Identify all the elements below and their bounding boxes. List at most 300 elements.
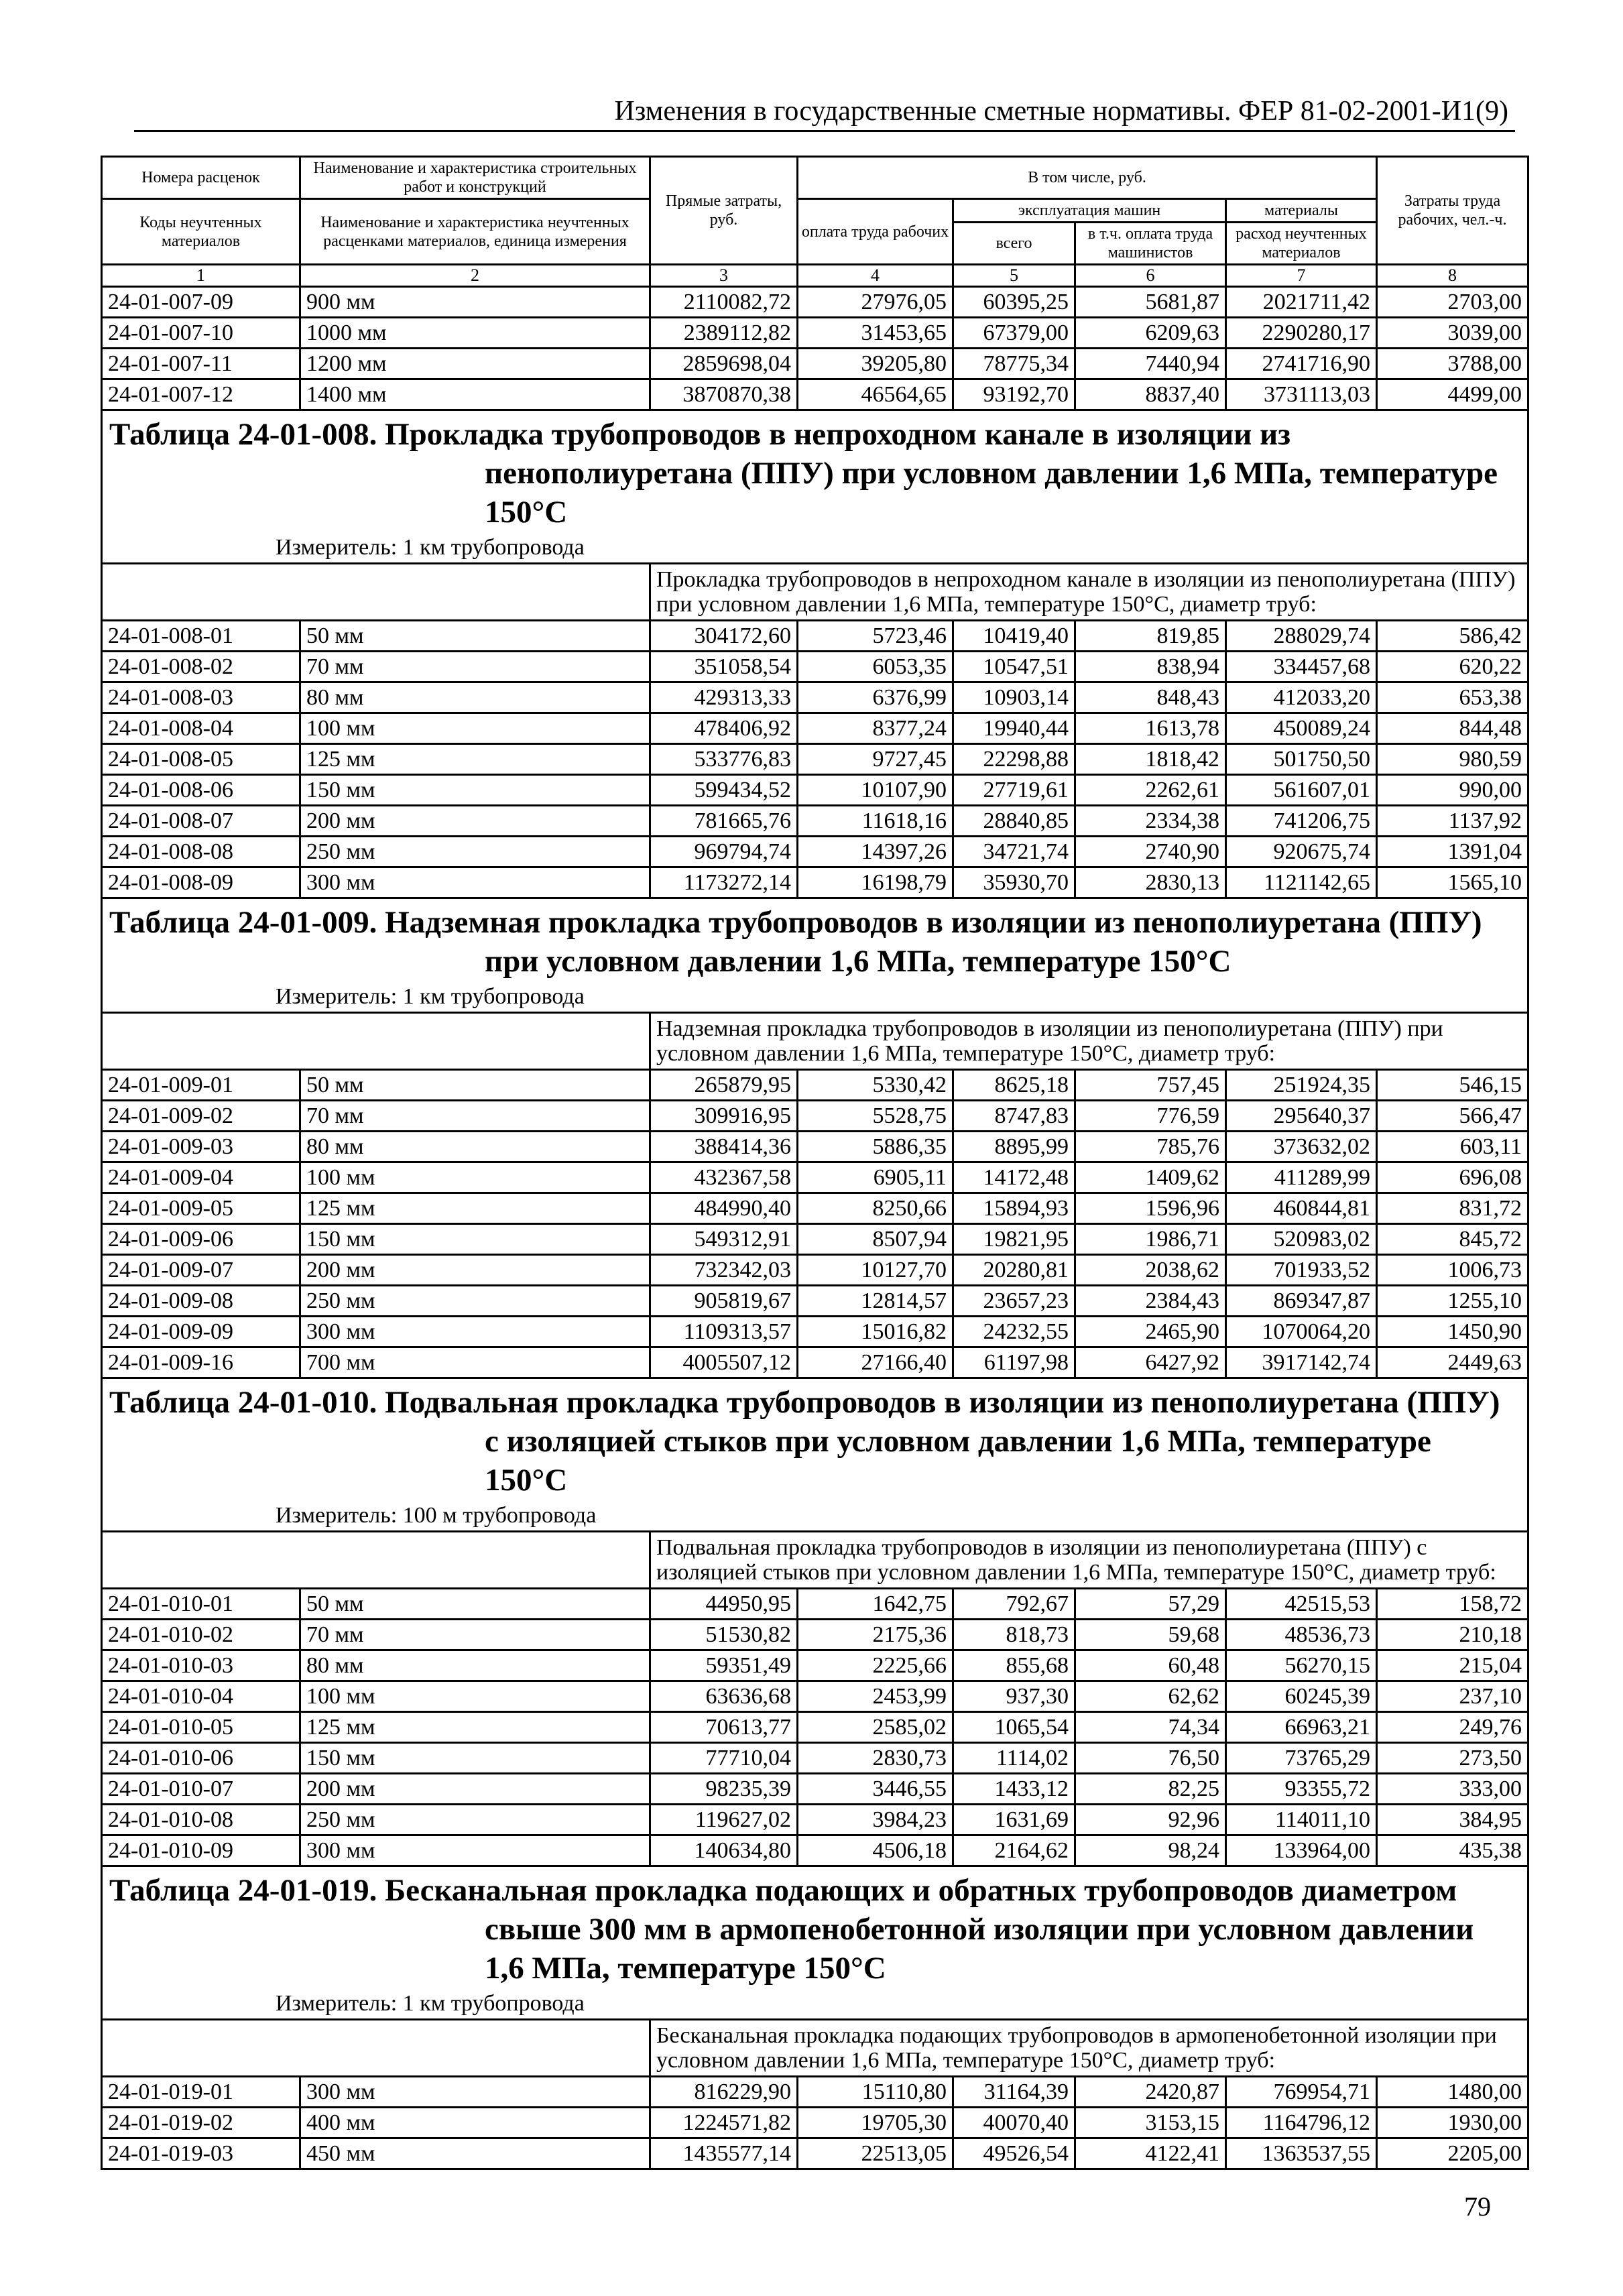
cost-value: 2334,38 xyxy=(1075,806,1226,837)
cost-value: 757,45 xyxy=(1075,1070,1226,1101)
cost-value: 1224571,82 xyxy=(650,2108,798,2138)
cost-value: 980,59 xyxy=(1377,744,1528,775)
section-description: Прокладка трубопроводов в непроходном канале в изоляции из пенополиуретана (ППУ) при условном давлении 1,6 МПа, температуре 150°С, диаметр труб: xyxy=(650,564,1528,621)
section-description-row xyxy=(102,2020,1528,2077)
cost-value: 23657,23 xyxy=(953,1286,1075,1317)
cost-value: 11618,16 xyxy=(798,806,953,837)
section-title: Таблица 24-01-019. Бесканальная прокладка подающих и обратных трубопроводов диаметром свыше 300 мм в армопенобетонной изоляции при условном давлении 1,6 МПа, температуре 150°С xyxy=(109,1873,1474,1986)
rate-code: 24-01-010-05 xyxy=(102,1712,300,1743)
cost-value: 1596,96 xyxy=(1075,1193,1226,1224)
cost-value: 9727,45 xyxy=(798,744,953,775)
cost-value: 10547,51 xyxy=(953,652,1075,682)
cost-value: 2290280,17 xyxy=(1226,318,1377,349)
cost-value: 533776,83 xyxy=(650,744,798,775)
cost-value: 831,72 xyxy=(1377,1193,1528,1224)
pipe-diameter: 125 мм xyxy=(300,1712,650,1743)
cost-value: 10127,70 xyxy=(798,1255,953,1286)
cost-value: 905819,67 xyxy=(650,1286,798,1317)
cost-value: 334457,68 xyxy=(1226,652,1377,682)
cost-value: 119627,02 xyxy=(650,1805,798,1835)
cost-value: 8250,66 xyxy=(798,1193,953,1224)
cost-value: 1613,78 xyxy=(1075,713,1226,744)
header-machine-total: всего xyxy=(953,223,1075,265)
rate-code: 24-01-009-16 xyxy=(102,1347,300,1378)
cost-value: 3731113,03 xyxy=(1226,379,1377,410)
cost-value: 333,00 xyxy=(1377,1774,1528,1805)
cost-value: 1137,92 xyxy=(1377,806,1528,837)
cost-value: 411289,99 xyxy=(1226,1162,1377,1193)
pipe-diameter: 125 мм xyxy=(300,1193,650,1224)
section-description: Бесканальная прокладка подающих трубопроводов в армопенобетонной изоляции при условном давлении 1,6 МПа, температуре 150°С, диаметр труб: xyxy=(650,2020,1528,2077)
cost-value: 2830,73 xyxy=(798,1743,953,1774)
cost-value: 215,04 xyxy=(1377,1650,1528,1681)
cost-value: 27719,61 xyxy=(953,775,1075,806)
table-row xyxy=(102,682,1528,713)
cost-value: 4506,18 xyxy=(798,1835,953,1866)
column-number: 6 xyxy=(1075,265,1226,287)
cost-value: 2420,87 xyxy=(1075,2077,1226,2108)
cost-value: 6053,35 xyxy=(798,652,953,682)
rate-code: 24-01-010-03 xyxy=(102,1650,300,1681)
pipe-diameter: 70 мм xyxy=(300,652,650,682)
pipe-diameter: 300 мм xyxy=(300,1317,650,1347)
table-row xyxy=(102,744,1528,775)
cost-value: 620,22 xyxy=(1377,652,1528,682)
cost-value: 435,38 xyxy=(1377,1835,1528,1866)
cost-value: 39205,80 xyxy=(798,349,953,379)
cost-value: 4005507,12 xyxy=(650,1347,798,1378)
cost-value: 1121142,65 xyxy=(1226,867,1377,898)
section-description-row xyxy=(102,1013,1528,1070)
rate-code: 24-01-009-07 xyxy=(102,1255,300,1286)
pipe-diameter: 250 мм xyxy=(300,1805,650,1835)
table-row xyxy=(102,1774,1528,1805)
cost-value: 15016,82 xyxy=(798,1317,953,1347)
cost-value: 1070064,20 xyxy=(1226,1317,1377,1347)
table-row xyxy=(102,1835,1528,1866)
section-description: Подвальная прокладка трубопроводов в изоляции из пенополиуретана (ППУ) с изоляцией стыков при условном давлении 1,6 МПа, температуре 150°С, диаметр труб: xyxy=(650,1532,1528,1589)
cost-value: 309916,95 xyxy=(650,1101,798,1132)
cost-value: 273,50 xyxy=(1377,1743,1528,1774)
pipe-diameter: 200 мм xyxy=(300,1255,650,1286)
cost-value: 8507,94 xyxy=(798,1224,953,1255)
cost-value: 5723,46 xyxy=(798,621,953,652)
cost-value: 855,68 xyxy=(953,1650,1075,1681)
cost-value: 566,47 xyxy=(1377,1101,1528,1132)
table-row xyxy=(102,1286,1528,1317)
cost-value: 51530,82 xyxy=(650,1620,798,1650)
cost-value: 8747,83 xyxy=(953,1101,1075,1132)
cost-value: 2164,62 xyxy=(953,1835,1075,1866)
cost-value: 603,11 xyxy=(1377,1132,1528,1162)
cost-value: 5886,35 xyxy=(798,1132,953,1162)
cost-value: 1631,69 xyxy=(953,1805,1075,1835)
section-title: Таблица 24-01-010. Подвальная прокладка трубопроводов в изоляции из пенополиуретана (ППУ) с изоляцией стыков при условном давлении 1,6 МПа, температуре 150°С xyxy=(109,1385,1500,1498)
cost-value: 429313,33 xyxy=(650,682,798,713)
column-number: 5 xyxy=(953,265,1075,287)
pipe-diameter: 100 мм xyxy=(300,713,650,744)
cost-value: 6209,63 xyxy=(1075,318,1226,349)
cost-value: 1065,54 xyxy=(953,1712,1075,1743)
cost-value: 237,10 xyxy=(1377,1681,1528,1712)
section-title-cell xyxy=(102,1378,1528,1532)
cost-value: 869347,87 xyxy=(1226,1286,1377,1317)
cost-value: 46564,65 xyxy=(798,379,953,410)
rate-code: 24-01-007-10 xyxy=(102,318,300,349)
column-number: 3 xyxy=(650,265,798,287)
table-row xyxy=(102,713,1528,744)
cost-value: 845,72 xyxy=(1377,1224,1528,1255)
cost-value: 1409,62 xyxy=(1075,1162,1226,1193)
cost-value: 60395,25 xyxy=(953,287,1075,318)
pipe-diameter: 300 мм xyxy=(300,867,650,898)
page-number: 79 xyxy=(1464,2191,1491,2222)
cost-value: 1173272,14 xyxy=(650,867,798,898)
column-number: 1 xyxy=(102,265,300,287)
empty-cell xyxy=(102,564,650,621)
cost-value: 19821,95 xyxy=(953,1224,1075,1255)
cost-value: 388414,36 xyxy=(650,1132,798,1162)
cost-value: 2389112,82 xyxy=(650,318,798,349)
pipe-diameter: 250 мм xyxy=(300,837,650,867)
pipe-diameter: 70 мм xyxy=(300,1620,650,1650)
cost-value: 19705,30 xyxy=(798,2108,953,2138)
table-row xyxy=(102,2077,1528,2108)
column-number: 7 xyxy=(1226,265,1377,287)
section-meter: Измеритель: 1 км трубопровода xyxy=(276,1991,585,2016)
cost-value: 4122,41 xyxy=(1075,2138,1226,2169)
cost-value: 819,85 xyxy=(1075,621,1226,652)
cost-value: 288029,74 xyxy=(1226,621,1377,652)
cost-value: 5528,75 xyxy=(798,1101,953,1132)
cost-value: 701933,52 xyxy=(1226,1255,1377,1286)
header-rate-numbers: Номера расценок xyxy=(102,157,300,199)
header-including: В том числе, руб. xyxy=(798,157,1377,199)
cost-value: 63636,68 xyxy=(650,1681,798,1712)
cost-value: 432367,58 xyxy=(650,1162,798,1193)
header-labor-costs: Затраты труда рабочих, чел.-ч. xyxy=(1377,157,1528,265)
column-number: 2 xyxy=(300,265,650,287)
cost-value: 546,15 xyxy=(1377,1070,1528,1101)
section-meter: Измеритель: 1 км трубопровода xyxy=(276,984,585,1009)
cost-value: 3917142,74 xyxy=(1226,1347,1377,1378)
table-row xyxy=(102,1347,1528,1378)
cost-value: 8377,24 xyxy=(798,713,953,744)
rate-code: 24-01-008-08 xyxy=(102,837,300,867)
cost-value: 2585,02 xyxy=(798,1712,953,1743)
cost-value: 8895,99 xyxy=(953,1132,1075,1162)
rate-code: 24-01-007-09 xyxy=(102,287,300,318)
section-title: Таблица 24-01-008. Прокладка трубопроводов в непроходном канале в изоляции из пенополиуретана (ППУ) при условном давлении 1,6 МПа, температуре 150°С xyxy=(109,417,1498,530)
cost-value: 450089,24 xyxy=(1226,713,1377,744)
cost-value: 844,48 xyxy=(1377,713,1528,744)
rate-code: 24-01-009-02 xyxy=(102,1101,300,1132)
pipe-diameter: 700 мм xyxy=(300,1347,650,1378)
cost-value: 77710,04 xyxy=(650,1743,798,1774)
cost-value: 98,24 xyxy=(1075,1835,1226,1866)
cost-value: 2110082,72 xyxy=(650,287,798,318)
cost-value: 61197,98 xyxy=(953,1347,1075,1378)
cost-value: 1642,75 xyxy=(798,1589,953,1620)
cost-value: 3788,00 xyxy=(1377,349,1528,379)
cost-value: 42515,53 xyxy=(1226,1589,1377,1620)
cost-value: 1164796,12 xyxy=(1226,2108,1377,2138)
section-title-cell xyxy=(102,898,1528,1013)
cost-value: 586,42 xyxy=(1377,621,1528,652)
cost-value: 251924,35 xyxy=(1226,1070,1377,1101)
cost-value: 6376,99 xyxy=(798,682,953,713)
table-row xyxy=(102,1620,1528,1650)
table-row xyxy=(102,837,1528,867)
table-row xyxy=(102,806,1528,837)
table-row xyxy=(102,1681,1528,1712)
cost-value: 1109313,57 xyxy=(650,1317,798,1347)
column-number: 4 xyxy=(798,265,953,287)
price-table xyxy=(101,156,1529,2170)
pipe-diameter: 300 мм xyxy=(300,2077,650,2108)
cost-value: 59,68 xyxy=(1075,1620,1226,1650)
cost-value: 781665,76 xyxy=(650,806,798,837)
table-row xyxy=(102,318,1528,349)
cost-value: 776,59 xyxy=(1075,1101,1226,1132)
cost-value: 10903,14 xyxy=(953,682,1075,713)
cost-value: 1480,00 xyxy=(1377,2077,1528,2108)
rate-code: 24-01-010-07 xyxy=(102,1774,300,1805)
pipe-diameter: 100 мм xyxy=(300,1162,650,1193)
pipe-diameter: 200 мм xyxy=(300,806,650,837)
cost-value: 78775,34 xyxy=(953,349,1075,379)
cost-value: 93192,70 xyxy=(953,379,1075,410)
cost-value: 373632,02 xyxy=(1226,1132,1377,1162)
cost-value: 15110,80 xyxy=(798,2077,953,2108)
cost-value: 1435577,14 xyxy=(650,2138,798,2169)
table-row xyxy=(102,621,1528,652)
table-section-header xyxy=(102,410,1528,564)
cost-value: 2262,61 xyxy=(1075,775,1226,806)
table-row xyxy=(102,2138,1528,2169)
cost-value: 295640,37 xyxy=(1226,1101,1377,1132)
pipe-diameter: 80 мм xyxy=(300,1650,650,1681)
table-header xyxy=(102,157,1528,287)
pipe-diameter: 50 мм xyxy=(300,621,650,652)
cost-value: 1255,10 xyxy=(1377,1286,1528,1317)
cost-value: 561607,01 xyxy=(1226,775,1377,806)
cost-value: 7440,94 xyxy=(1075,349,1226,379)
section-description-row xyxy=(102,564,1528,621)
table-row xyxy=(102,287,1528,318)
rate-code: 24-01-009-06 xyxy=(102,1224,300,1255)
pipe-diameter: 150 мм xyxy=(300,1224,650,1255)
cost-value: 10107,90 xyxy=(798,775,953,806)
rate-code: 24-01-008-03 xyxy=(102,682,300,713)
rate-code: 24-01-008-07 xyxy=(102,806,300,837)
cost-value: 1114,02 xyxy=(953,1743,1075,1774)
rate-code: 24-01-008-02 xyxy=(102,652,300,682)
cost-value: 249,76 xyxy=(1377,1712,1528,1743)
cost-value: 3153,15 xyxy=(1075,2108,1226,2138)
rate-code: 24-01-009-04 xyxy=(102,1162,300,1193)
cost-value: 34721,74 xyxy=(953,837,1075,867)
column-number: 8 xyxy=(1377,265,1528,287)
cost-value: 31453,65 xyxy=(798,318,953,349)
table-row xyxy=(102,1650,1528,1681)
rate-code: 24-01-008-06 xyxy=(102,775,300,806)
cost-value: 696,08 xyxy=(1377,1162,1528,1193)
rate-code: 24-01-008-01 xyxy=(102,621,300,652)
pipe-diameter: 200 мм xyxy=(300,1774,650,1805)
cost-value: 599434,52 xyxy=(650,775,798,806)
section-description-row xyxy=(102,1532,1528,1589)
rate-code: 24-01-007-11 xyxy=(102,349,300,379)
header-direct-costs: Прямые затраты, руб. xyxy=(650,157,798,265)
cost-value: 22513,05 xyxy=(798,2138,953,2169)
cost-value: 24232,55 xyxy=(953,1317,1075,1347)
cost-value: 20280,81 xyxy=(953,1255,1075,1286)
empty-cell xyxy=(102,1532,650,1589)
cost-value: 62,62 xyxy=(1075,1681,1226,1712)
table-row xyxy=(102,1589,1528,1620)
cost-value: 31164,39 xyxy=(953,2077,1075,2108)
cost-value: 133964,00 xyxy=(1226,1835,1377,1866)
section-meter: Измеритель: 1 км трубопровода xyxy=(276,535,585,560)
cost-value: 741206,75 xyxy=(1226,806,1377,837)
table-row xyxy=(102,1317,1528,1347)
table-row xyxy=(102,1805,1528,1835)
cost-value: 2703,00 xyxy=(1377,287,1528,318)
rate-code: 24-01-009-09 xyxy=(102,1317,300,1347)
cost-value: 838,94 xyxy=(1075,652,1226,682)
cost-value: 74,34 xyxy=(1075,1712,1226,1743)
cost-value: 2449,63 xyxy=(1377,1347,1528,1378)
cost-value: 460844,81 xyxy=(1226,1193,1377,1224)
cost-value: 14397,26 xyxy=(798,837,953,867)
rate-code: 24-01-010-04 xyxy=(102,1681,300,1712)
pipe-diameter: 80 мм xyxy=(300,1132,650,1162)
pipe-diameter: 450 мм xyxy=(300,2138,650,2169)
header-machinist-pay: в т.ч. оплата труда машинистов xyxy=(1075,223,1226,265)
cost-value: 19940,44 xyxy=(953,713,1075,744)
pipe-diameter: 150 мм xyxy=(300,775,650,806)
pipe-diameter: 900 мм xyxy=(300,287,650,318)
cost-value: 1391,04 xyxy=(1377,837,1528,867)
cost-value: 5330,42 xyxy=(798,1070,953,1101)
header-material-name: Наименование и характеристика неучтенных расценками материалов, единица измерения xyxy=(300,199,650,265)
cost-value: 848,43 xyxy=(1075,682,1226,713)
section-title-cell xyxy=(102,410,1528,564)
cost-value: 412033,20 xyxy=(1226,682,1377,713)
cost-value: 59351,49 xyxy=(650,1650,798,1681)
cost-value: 92,96 xyxy=(1075,1805,1226,1835)
cost-value: 10419,40 xyxy=(953,621,1075,652)
rate-code: 24-01-010-08 xyxy=(102,1805,300,1835)
rate-code: 24-01-007-12 xyxy=(102,379,300,410)
cost-value: 35930,70 xyxy=(953,867,1075,898)
pipe-diameter: 80 мм xyxy=(300,682,650,713)
table-row xyxy=(102,867,1528,898)
rate-code: 24-01-019-03 xyxy=(102,2138,300,2169)
table-row xyxy=(102,379,1528,410)
pipe-diameter: 1000 мм xyxy=(300,318,650,349)
cost-value: 732342,03 xyxy=(650,1255,798,1286)
cost-value: 484990,40 xyxy=(650,1193,798,1224)
cost-value: 76,50 xyxy=(1075,1743,1226,1774)
header-title: Изменения в государственные сметные нормативы. ФЕР 81-02-2001-И1(9) xyxy=(614,96,1508,127)
cost-value: 27976,05 xyxy=(798,287,953,318)
header-labor-pay: оплата труда рабочих xyxy=(798,199,953,265)
cost-value: 14172,48 xyxy=(953,1162,1075,1193)
pipe-diameter: 250 мм xyxy=(300,1286,650,1317)
cost-value: 1433,12 xyxy=(953,1774,1075,1805)
table-row xyxy=(102,775,1528,806)
cost-value: 67379,00 xyxy=(953,318,1075,349)
cost-value: 2859698,04 xyxy=(650,349,798,379)
cost-value: 549312,91 xyxy=(650,1224,798,1255)
cost-value: 210,18 xyxy=(1377,1620,1528,1650)
table-row xyxy=(102,1193,1528,1224)
table-row xyxy=(102,1743,1528,1774)
cost-value: 769954,71 xyxy=(1226,2077,1377,2108)
cost-value: 785,76 xyxy=(1075,1132,1226,1162)
cost-value: 114011,10 xyxy=(1226,1805,1377,1835)
cost-value: 1363537,55 xyxy=(1226,2138,1377,2169)
table-row xyxy=(102,1132,1528,1162)
cost-value: 40070,40 xyxy=(953,2108,1075,2138)
cost-value: 2205,00 xyxy=(1377,2138,1528,2169)
cost-value: 4499,00 xyxy=(1377,379,1528,410)
cost-value: 16198,79 xyxy=(798,867,953,898)
cost-value: 2741716,90 xyxy=(1226,349,1377,379)
cost-value: 990,00 xyxy=(1377,775,1528,806)
pipe-diameter: 50 мм xyxy=(300,1589,650,1620)
table-row xyxy=(102,349,1528,379)
section-title: Таблица 24-01-009. Надземная прокладка трубопроводов в изоляции из пенополиуретана (ППУ) при условном давлении 1,6 МПа, температуре 150°С xyxy=(109,905,1482,979)
cost-value: 2465,90 xyxy=(1075,1317,1226,1347)
cost-value: 8625,18 xyxy=(953,1070,1075,1101)
table-row xyxy=(102,2108,1528,2138)
rate-code: 24-01-010-09 xyxy=(102,1835,300,1866)
rate-code: 24-01-019-01 xyxy=(102,2077,300,2108)
cost-value: 351058,54 xyxy=(650,652,798,682)
cost-value: 1930,00 xyxy=(1377,2108,1528,2138)
cost-value: 2175,36 xyxy=(798,1620,953,1650)
cost-value: 3984,23 xyxy=(798,1805,953,1835)
rate-code: 24-01-010-01 xyxy=(102,1589,300,1620)
header-work-name: Наименование и характеристика строительных работ и конструкций xyxy=(300,157,650,199)
table-row xyxy=(102,652,1528,682)
cost-value: 57,29 xyxy=(1075,1589,1226,1620)
rate-code: 24-01-009-05 xyxy=(102,1193,300,1224)
table-body xyxy=(102,287,1528,2169)
cost-value: 478406,92 xyxy=(650,713,798,744)
cost-value: 8837,40 xyxy=(1075,379,1226,410)
cost-value: 6427,92 xyxy=(1075,1347,1226,1378)
table-section-header xyxy=(102,1866,1528,2020)
rate-code: 24-01-009-01 xyxy=(102,1070,300,1101)
cost-value: 3446,55 xyxy=(798,1774,953,1805)
cost-value: 501750,50 xyxy=(1226,744,1377,775)
cost-value: 2740,90 xyxy=(1075,837,1226,867)
cost-value: 653,38 xyxy=(1377,682,1528,713)
cost-value: 816229,90 xyxy=(650,2077,798,2108)
cost-value: 66963,21 xyxy=(1226,1712,1377,1743)
rate-code: 24-01-008-09 xyxy=(102,867,300,898)
cost-value: 818,73 xyxy=(953,1620,1075,1650)
pipe-diameter: 400 мм xyxy=(300,2108,650,2138)
rate-code: 24-01-008-04 xyxy=(102,713,300,744)
rate-code: 24-01-010-06 xyxy=(102,1743,300,1774)
cost-value: 5681,87 xyxy=(1075,287,1226,318)
table-section-header xyxy=(102,898,1528,1013)
